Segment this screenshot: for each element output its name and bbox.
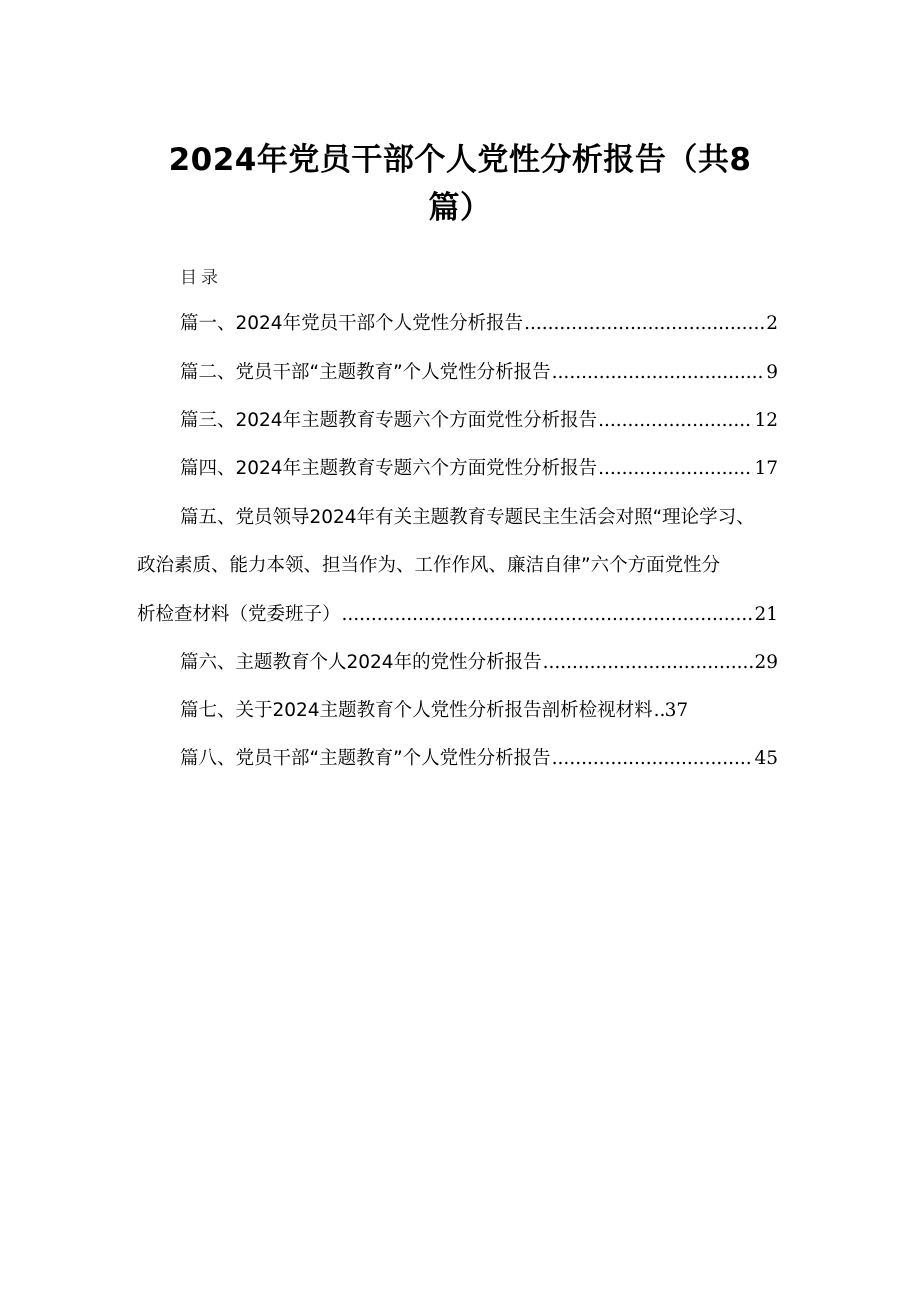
toc-label: 目录 — [180, 268, 222, 288]
toc-leader-dots — [342, 603, 754, 627]
toc-entry-page: 12 — [754, 410, 778, 431]
toc-entry-page: 2 — [766, 313, 778, 334]
toc-entry-2[interactable] — [180, 361, 778, 385]
toc-leader-dots — [598, 409, 753, 433]
toc-entry-6[interactable] — [180, 651, 778, 675]
toc-entry-1[interactable] — [180, 312, 778, 336]
toc-leader-dots — [552, 747, 754, 771]
toc-leader-dots — [543, 651, 754, 675]
toc-entry-title: 篇一、2024年党员干部个人党性分析报告 — [180, 313, 524, 334]
toc-entry-page: 45 — [754, 748, 778, 769]
toc-entry-5-line1: 篇五、党员领导2024年有关主题教育专题民主生活会对照“理论学习、 — [180, 507, 755, 528]
toc-entry-page: 17 — [754, 458, 778, 479]
toc-leader-dots — [552, 361, 766, 385]
toc-entry-page: 37 — [664, 700, 689, 721]
toc-leader-dots — [598, 457, 753, 481]
toc-entry-8[interactable] — [180, 747, 778, 771]
toc-entry-page: 9 — [766, 362, 778, 383]
toc-entry-title: 篇四、2024年主题教育专题六个方面党性分析报告 — [180, 458, 598, 479]
toc-entry-title: 篇六、主题教育个人2024年的党性分析报告 — [180, 652, 542, 673]
toc-entry-3[interactable] — [180, 409, 778, 433]
document-title-line2: 篇） — [428, 190, 492, 226]
toc-entry-title: 析检查材料（党委班子） — [137, 604, 341, 625]
toc-leader-dots — [524, 312, 765, 336]
toc-leader-dots — [654, 699, 664, 723]
toc-entry-7[interactable] — [180, 699, 688, 723]
toc-entry-title: 篇八、党员干部“主题教育”个人党性分析报告 — [180, 748, 551, 769]
toc-entry-title: 篇七、关于2024主题教育个人党性分析报告剖析检视材料 — [180, 700, 653, 721]
toc-entry-page: 29 — [754, 652, 778, 673]
toc-entry-page: 21 — [754, 604, 778, 625]
toc-entry-4[interactable] — [180, 457, 778, 481]
toc-entry-title: 篇二、党员干部“主题教育”个人党性分析报告 — [180, 362, 551, 383]
document-title-line1: 2024年党员干部个人党性分析报告（共8 — [168, 142, 752, 178]
toc-entry-title: 篇三、2024年主题教育专题六个方面党性分析报告 — [180, 410, 598, 431]
toc-entry-5-line2: 政治素质、能力本领、担当作为、工作作风、廉洁自律”六个方面党性分 — [137, 555, 721, 576]
toc-entry-5-line3 — [137, 603, 778, 627]
